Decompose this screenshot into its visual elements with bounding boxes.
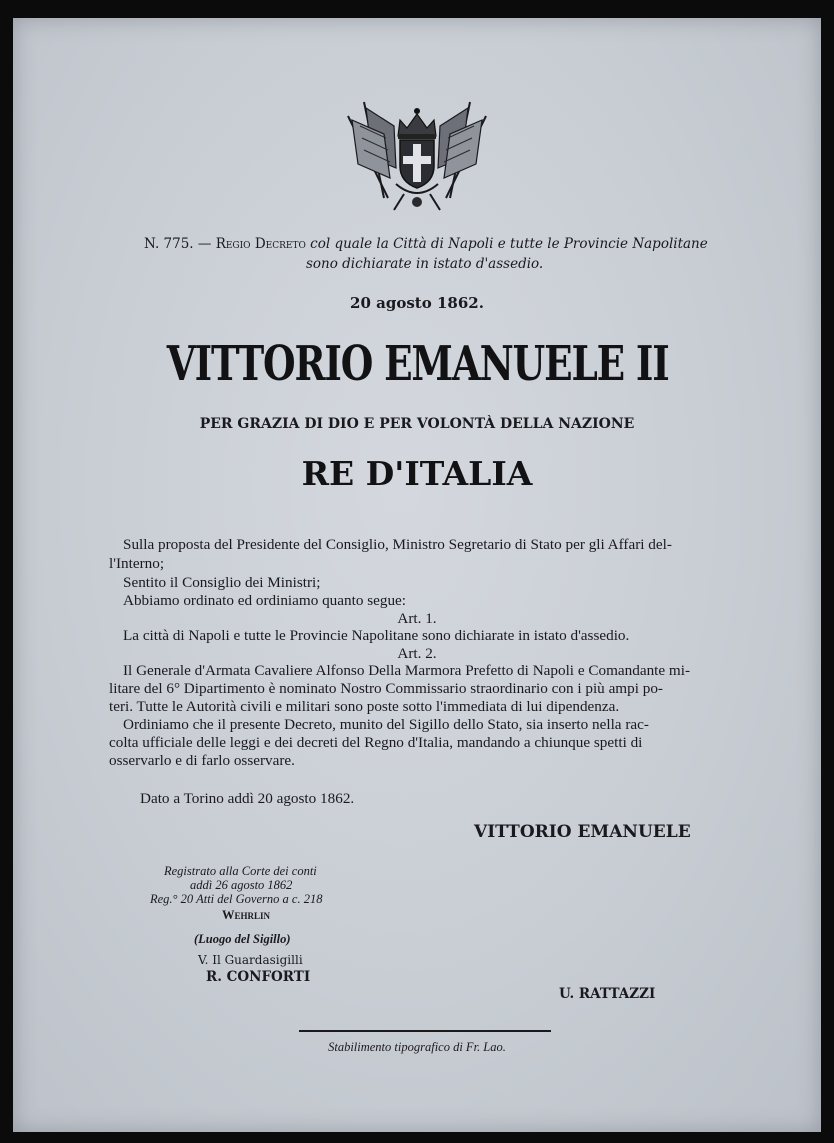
printer-credit: Stabilimento tipografico di Fr. Lao. <box>328 1040 506 1054</box>
body-line: Sentito il Consiglio dei Ministri; <box>123 574 321 591</box>
body-line: Ordiniamo che il presente Decreto, munito del Sigillo dello Stato, sia inserto nella rac- <box>123 716 649 733</box>
keeper-signature: R. CONFORTI <box>206 969 311 985</box>
keeper-title: V. Il Guardasigilli <box>198 953 303 967</box>
body-line: Sulla proposta del Presidente del Consiglio, Ministro Segretario di Stato per gli Affari del- <box>123 536 672 553</box>
king-name-heading: VITTORIO EMANUELE II <box>166 336 669 392</box>
decree-subject-line1: col quale la Città di Napoli e tutte le Provincie Napolitane <box>310 236 708 252</box>
registration-line: Registrato alla Corte dei conti <box>164 864 317 878</box>
registration-reference: Reg.° 20 Atti del Governo a c. 218 <box>150 892 323 906</box>
grace-line: PER GRAZIA DI DIO E PER VOLONTÀ DELLA NAZIONE <box>199 416 635 432</box>
footer-rule <box>299 1030 551 1032</box>
savoy-crown-flags-emblem-icon <box>344 98 490 216</box>
decree-type: Regio Decreto <box>215 236 306 252</box>
king-signature: VITTORIO EMANUELE <box>474 822 691 842</box>
title-heading: RE D'ITALIA <box>301 454 533 493</box>
article-1-heading: Art. 1. <box>397 610 437 627</box>
body-line: osservarlo e di farlo osservare. <box>109 752 295 769</box>
seal-placeholder: (Luogo del Sigillo) <box>194 932 291 946</box>
decree-subject-line2: sono dichiarate in istato d'assedio. <box>306 256 544 272</box>
body-line: colta ufficiale delle leggi e dei decreti del Regno d'Italia, mandando a chiunque spetti di <box>109 734 643 751</box>
dated-line: Dato a Torino addì 20 agosto 1862. <box>140 790 355 807</box>
decree-number: N. 775. <box>144 236 194 252</box>
body-line: Il Generale d'Armata Cavaliere Alfonso Della Marmora Prefetto di Napoli e Comandante mi- <box>123 662 691 679</box>
article-2-heading: Art. 2. <box>397 645 437 662</box>
body-line: La città di Napoli e tutte le Provincie Napolitane sono dichiarate in istato d'assedio. <box>123 627 630 644</box>
body-line: l'Interno; <box>109 555 165 572</box>
decree-heading <box>144 236 708 252</box>
body-line: Abbiamo ordinato ed ordiniamo quanto segue: <box>123 592 407 609</box>
registration-date: addì 26 agosto 1862 <box>190 878 293 892</box>
registrar-name: Wehrlin <box>222 908 271 922</box>
decree-dash: — <box>197 236 212 252</box>
minister-signature: U. RATTAZZI <box>559 986 656 1002</box>
body-line: litare del 6° Dipartimento è nominato Nostro Commissario straordinario con i più ampi po- <box>109 680 663 697</box>
decree-date: 20 agosto 1862. <box>350 294 484 312</box>
body-line: teri. Tutte le Autorità civili e militari sono poste sotto l'immediata di lui dipendenza. <box>109 698 620 715</box>
